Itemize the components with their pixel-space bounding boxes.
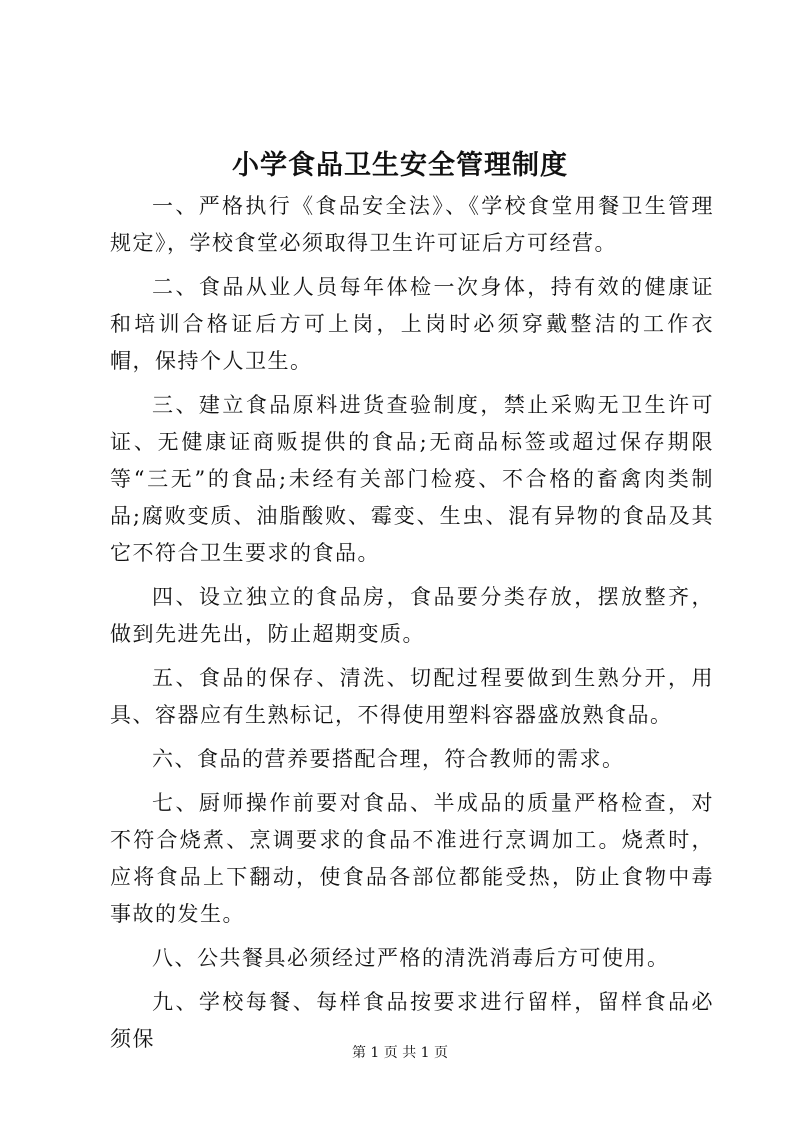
page-footer: 第 1 页 共 1 页 (351, 1045, 449, 1061)
paragraph-7: 七、厨师操作前要对食品、半成品的质量严格检查，对不符合烧煮、烹调要求的食品不准进行烹调加工。烧煮时，应将食品上下翻动，使食品各部位都能受热，防止食物中毒事故的发生。 (110, 791, 714, 926)
paragraph-1: 一、严格执行《食品安全法》、《学校食堂用餐卫生管理规定》，学校食堂必须取得卫生许可证后方可经营。 (110, 194, 714, 255)
paragraph-3: 三、建立食品原料进货查验制度，禁止采购无卫生许可证、无健康证商贩提供的食品;无商品标签或超过保存期限等“三无”的食品;未经有关部门检疫、不合格的畜禽肉类制品;腐败变质、油脂酸败、霉变、生虫、混有异物的食品及其它不符合卫生要求的食品。 (110, 393, 714, 565)
paragraph-4: 四、设立独立的食品房，食品要分类存放，摆放整齐，做到先进先出，防止超期变质。 (110, 585, 714, 646)
paragraph-9: 九、学校每餐、每样食品按要求进行留样，留样食品必须保 (110, 990, 714, 1051)
paragraph-5: 五、食品的保存、清洗、切配过程要做到生熟分开，用具、容器应有生熟标记，不得使用塑料容器盛放熟食品。 (110, 666, 714, 727)
document-title: 小学食品卫生安全管理制度 (232, 150, 568, 181)
paragraph-6: 六、食品的营养要搭配合理，符合教师的需求。 (152, 747, 625, 771)
document-body (110, 188, 714, 1065)
paragraph-2: 二、食品从业人员每年体检一次身体，持有效的健康证和培训合格证后方可上岗，上岗时必须穿戴整洁的工作衣帽，保持个人卫生。 (110, 275, 714, 373)
paragraph-8: 八、公共餐具必须经过严格的清洗消毒后方可使用。 (152, 946, 670, 970)
